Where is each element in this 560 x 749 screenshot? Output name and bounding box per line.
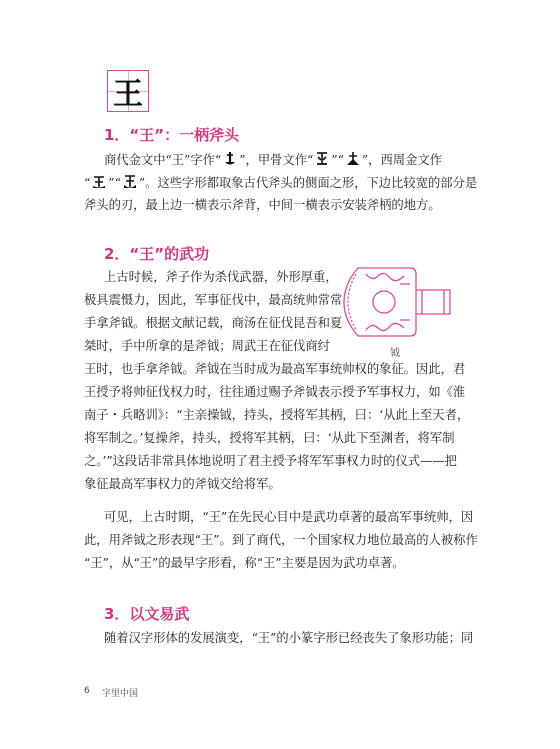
section-2-line: “王”，从“王”的最早字形看，称“王”主要是因为武功卓著。 — [84, 556, 405, 570]
section-3-heading: 3．以文易武 — [104, 605, 190, 623]
section-2-line: 桀时，手中所拿的是斧钺；周武王在征伐商纣 — [84, 339, 330, 353]
section-2-line: 手拿斧钺。根据文献记载，商汤在征伐昆吾和夏 — [84, 316, 343, 330]
line-text: ”“ — [331, 153, 344, 167]
section-2-line: 王时，也手拿斧钺。斧钺在当时成为最高军事统帅权的象征。因此，君 — [84, 362, 466, 376]
character-box — [107, 70, 149, 112]
yue-axe-illustration — [338, 262, 456, 342]
section-1-line-2 — [84, 174, 477, 191]
section-2-line: 王授予将帅征伐权力时，往往通过赐予斧钺表示授予军事权力，如《淮 — [84, 385, 466, 399]
line-text: ”。这些字形都取象古代斧头的侧面之形，下边比较宽的部分是 — [138, 176, 478, 190]
section-2-line: 南子・兵略训》：“主亲操钺，持头，授将军其柄，曰：‘从此上至天者， — [84, 408, 470, 422]
section-2-line: 可见，上古时期，“王”在先民心目中是武功卓著的最高军事统帅，因 — [104, 510, 474, 524]
page-number: 6 — [84, 686, 90, 696]
figure-caption: 钺 — [390, 348, 400, 359]
section-1-heading: 1．“王”：一柄斧头 — [104, 126, 240, 144]
section-2-line: 象征最高军事权力的斧钺交给将军。 — [84, 477, 281, 491]
section-2-line: 此，用斧钺之形表现“王”。到了商代，一个国家权力地位最高的人被称作 — [84, 533, 478, 547]
section-1-line-3: 斧头的刃，最上边一横表示斧背，中间一横表示安装斧柄的地方。 — [84, 198, 441, 212]
section-2-line: 极具震慑力，因此，军事征伐中，最高统帅常常 — [84, 293, 343, 307]
section-3-line: 随着汉字形体的发展演变，“王”的小篆字形已经丧失了象形功能；同 — [104, 631, 474, 645]
section-2-line: 上古时候，斧子作为杀伐武器，外形厚重， — [104, 270, 338, 284]
section-2-line: 之。’”这段话非常具体地说明了君主授予将军军事权力时的仪式——把 — [84, 454, 457, 468]
zhou-wang-glyph-1-icon — [91, 174, 107, 190]
line-text: ”，甲骨文作“ — [239, 153, 314, 167]
line-text: 商代金文中“王”字作“ — [104, 153, 222, 167]
book-title: 字里中国 — [102, 689, 139, 699]
oracle-wang-glyph-2-icon — [345, 151, 361, 167]
line-text: ”“ — [108, 176, 121, 190]
section-2-line: 将军制之。’复操斧，持头，授将军其柄，曰：‘从此下至渊者，将军制 — [84, 431, 455, 445]
character-box-glyph: 王 — [113, 77, 143, 112]
section-1-line-1 — [104, 151, 442, 168]
line-text: ”，西周金文作 — [361, 153, 442, 167]
section-2-heading: 2．“王”的武功 — [104, 245, 210, 263]
line-text: “ — [84, 176, 91, 190]
zhou-wang-glyph-2-icon — [122, 174, 138, 190]
oracle-wang-glyph-1-icon — [314, 151, 330, 167]
bronze-wang-glyph-icon — [222, 151, 238, 167]
